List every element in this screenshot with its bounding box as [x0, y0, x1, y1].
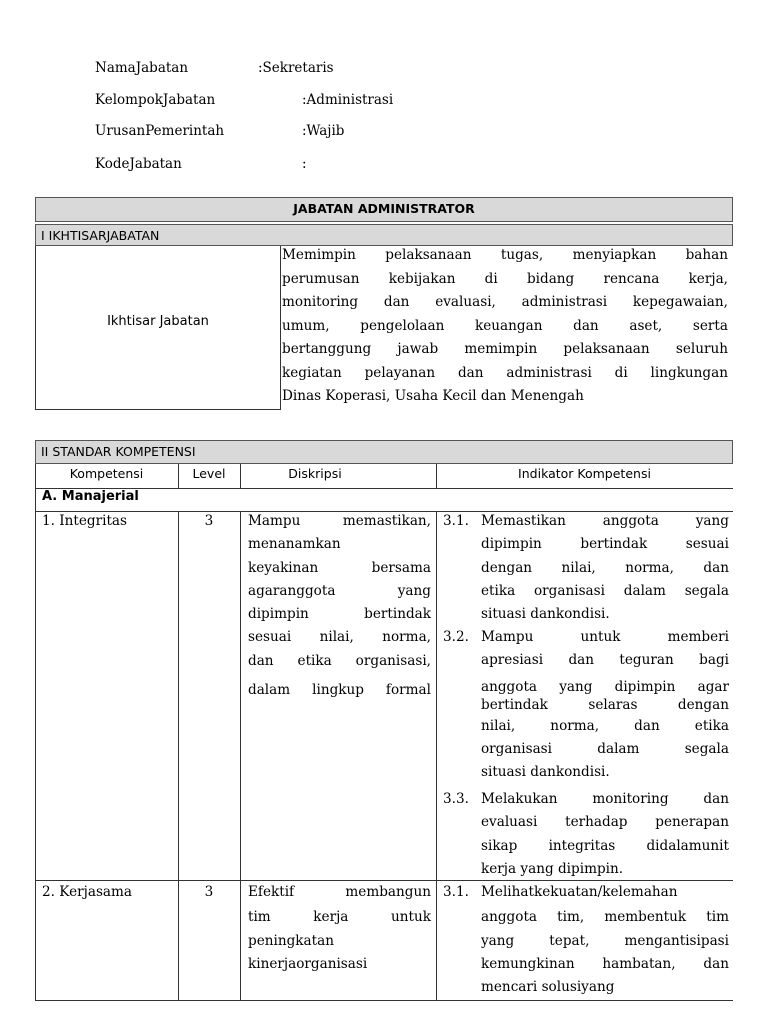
field-label: UrusanPemerintah: [95, 123, 225, 139]
description-line: dipimpin bertindak: [248, 606, 431, 623]
description-line: sesuai nilai, norma,: [248, 629, 431, 646]
summary-line: Memimpin pelaksanaan tugas, menyiapkan bahan: [282, 247, 728, 263]
summary-line: monitoring dan evaluasi, administrasi kepegawaian,: [282, 294, 728, 310]
description-line: kinerjaorganisasi: [248, 955, 368, 972]
indicator-number: 3.2.: [443, 629, 469, 645]
description-line: menanamkan: [248, 536, 341, 553]
table-border: [178, 511, 179, 1001]
indicator-line: Melihatkekuatan/kelemahan: [481, 884, 678, 900]
column-header-level: Level: [192, 466, 226, 481]
indicator-line: dipimpin bertindak sesuai: [481, 536, 729, 553]
indicator-text: [481, 881, 729, 999]
indicator-line: kerja yang dipimpin.: [481, 860, 624, 877]
summary-section-band: [35, 224, 733, 246]
summary-label: Ikhtisar Jabatan: [107, 314, 209, 329]
summary-text: [282, 244, 728, 409]
indicator-line: nilai, norma, dan etika: [481, 717, 729, 734]
indicator-line: bertindak selaras dengan: [481, 696, 729, 713]
table-border: [35, 1000, 733, 1001]
field-value: :Administrasi: [302, 92, 394, 108]
field-value: :Wajib: [302, 123, 345, 139]
indicator-line: sikap integritas didalamunit: [481, 837, 729, 854]
indicator-line: yang tepat, mengantisipasi: [481, 932, 729, 949]
field-label: KelompokJabatan: [95, 92, 216, 108]
description-line: Efektif membangun: [248, 884, 431, 900]
indicator-line: anggota yang dipimpin agar: [481, 678, 729, 695]
table-border: [436, 511, 437, 1001]
indicator-text: [481, 626, 729, 784]
competency-description: [248, 510, 431, 702]
column-header-kompetensi: Kompetensi: [69, 466, 144, 481]
description-line: tim kerja untuk: [248, 909, 431, 926]
position-title-band: [35, 197, 733, 222]
position-title: JABATAN ADMINISTRATOR: [293, 201, 475, 216]
field-label: KodeJabatan: [95, 156, 182, 172]
indicator-line: kemungkinan hambatan, dan: [481, 955, 729, 972]
table-border: [240, 511, 241, 1001]
summary-line: umum, pengelolaan keuangan dan aset, serta: [282, 317, 728, 334]
description-line: keyakinan bersama: [248, 559, 431, 576]
indicator-line: organisasi dalam segala: [481, 740, 729, 757]
competency-level: 3: [204, 513, 214, 529]
indicator-line: situasi dankondisi.: [481, 606, 610, 623]
description-line: Mampu memastikan,: [248, 513, 431, 529]
indicator-number: 3.3.: [443, 791, 469, 807]
field-label: NamaJabatan: [95, 60, 189, 76]
indicator-line: situasi dankondisi.: [481, 764, 610, 781]
summary-section-title: I IKHTISARJABATAN: [41, 228, 160, 243]
indicator-text: [481, 788, 729, 881]
summary-line: kegiatan pelayanan dan administrasi di lingkungan: [282, 364, 728, 381]
indicator-line: anggota tim, membentuk tim: [481, 909, 729, 926]
field-value: :: [302, 156, 307, 172]
indicator-line: mencari solusiyang: [481, 979, 615, 996]
indicator-line: Memastikan anggota yang: [481, 513, 729, 529]
competency-section-title: II STANDAR KOMPETENSI: [41, 444, 196, 459]
indicator-line: Melakukan monitoring dan: [481, 791, 729, 807]
summary-line: bertanggung jawab memimpin pelaksanaan seluruh: [282, 341, 728, 357]
indicator-number: 3.1.: [443, 513, 469, 529]
competency-name: 2. Kerjasama: [42, 884, 133, 900]
column-header-diskripsi: Diskripsi: [288, 466, 342, 481]
group-label: A. Manajerial: [42, 489, 139, 504]
description-line: dan etika organisasi,: [248, 652, 431, 669]
description-line: peningkatan: [248, 932, 334, 949]
table-border: [35, 488, 733, 489]
description-line: agaranggota yang: [248, 582, 431, 599]
indicator-line: dengan nilai, norma, dan: [481, 559, 729, 576]
indicator-line: etika organisasi dalam segala: [481, 582, 729, 599]
summary-line: Dinas Koperasi, Usaha Kecil dan Menengah: [282, 388, 584, 404]
column-header-indikator: Indikator Kompetensi: [518, 466, 651, 481]
indicator-number: 3.1.: [443, 884, 469, 900]
description-line: dalam lingkup formal: [248, 682, 431, 699]
competency-section-band: [35, 440, 733, 464]
indicator-line: apresiasi dan teguran bagi: [481, 652, 729, 669]
competency-name: 1. Integritas: [42, 513, 128, 529]
competency-description: [248, 881, 431, 976]
indicator-text: [481, 510, 729, 626]
field-value: :Sekretaris: [258, 60, 334, 76]
competency-level: 3: [204, 884, 214, 900]
table-border: [35, 464, 36, 1001]
indicator-line: Mampu untuk memberi: [481, 629, 729, 645]
summary-line: perumusan kebijakan di bidang rencana kerja,: [282, 270, 728, 287]
indicator-line: evaluasi terhadap penerapan: [481, 814, 729, 831]
